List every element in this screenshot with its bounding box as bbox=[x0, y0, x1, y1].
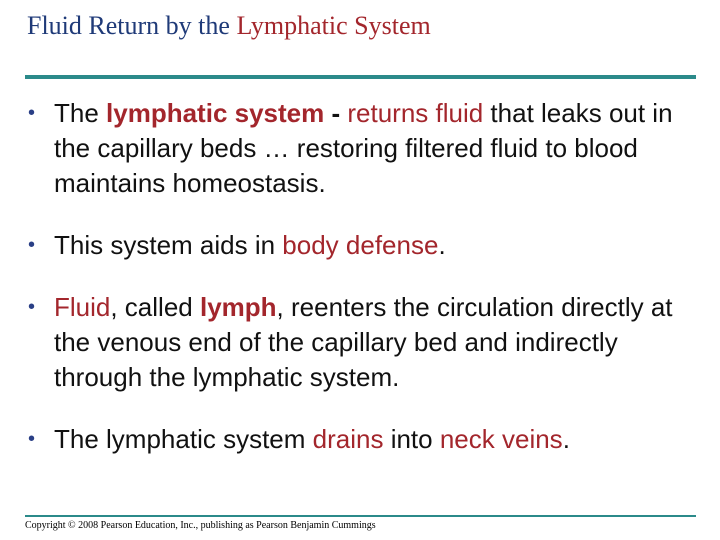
bullet-item-1 bbox=[28, 96, 698, 201]
bullet-highlight: drains bbox=[312, 424, 384, 454]
bullet-item-3 bbox=[28, 290, 698, 395]
title-divider bbox=[25, 75, 696, 79]
bullet-highlight: returns fluid bbox=[347, 98, 484, 128]
bullet-item-4 bbox=[28, 422, 698, 457]
bullet-emphasis: lymphatic system bbox=[106, 98, 325, 128]
bullet-marker: • bbox=[28, 428, 36, 450]
bullet-text: into bbox=[383, 424, 440, 454]
bullet-emphasis: lymph bbox=[199, 292, 277, 322]
bullet-highlight: Fluid bbox=[54, 292, 111, 322]
bullet-text: The bbox=[54, 98, 107, 128]
bullet-text: , reenters the circulation directly at the venous end of the capillary bed and indirectly through the lymphatic system. bbox=[54, 292, 673, 392]
bullet-marker: • bbox=[28, 102, 36, 124]
bullet-highlight: body defense bbox=[282, 230, 439, 260]
copyright-footer: Copyright © 2008 Pearson Education, Inc., publishing as Pearson Benjamin Cummings bbox=[25, 520, 376, 531]
bullet-text: This system aids in bbox=[54, 230, 283, 260]
bullet-marker: • bbox=[28, 234, 36, 256]
bullet-text: , called bbox=[110, 292, 200, 322]
bullet-item-2 bbox=[28, 228, 698, 263]
bullet-highlight: neck veins bbox=[439, 424, 563, 454]
title-text: Fluid Return by the bbox=[27, 11, 237, 40]
bullet-marker: • bbox=[28, 296, 36, 318]
bullet-text: . bbox=[562, 424, 570, 454]
bullet-text: . bbox=[438, 230, 446, 260]
bullet-list bbox=[28, 96, 698, 484]
title-highlight: Lymphatic System bbox=[236, 11, 431, 40]
bullet-dash: - bbox=[324, 98, 348, 128]
footer-divider bbox=[25, 515, 696, 517]
slide-title bbox=[27, 8, 431, 44]
bullet-text: The lymphatic system bbox=[54, 424, 313, 454]
bullet-text: that leaks out in the capillary beds … restoring filtered fluid to blood maintains homeostasis. bbox=[54, 98, 673, 198]
